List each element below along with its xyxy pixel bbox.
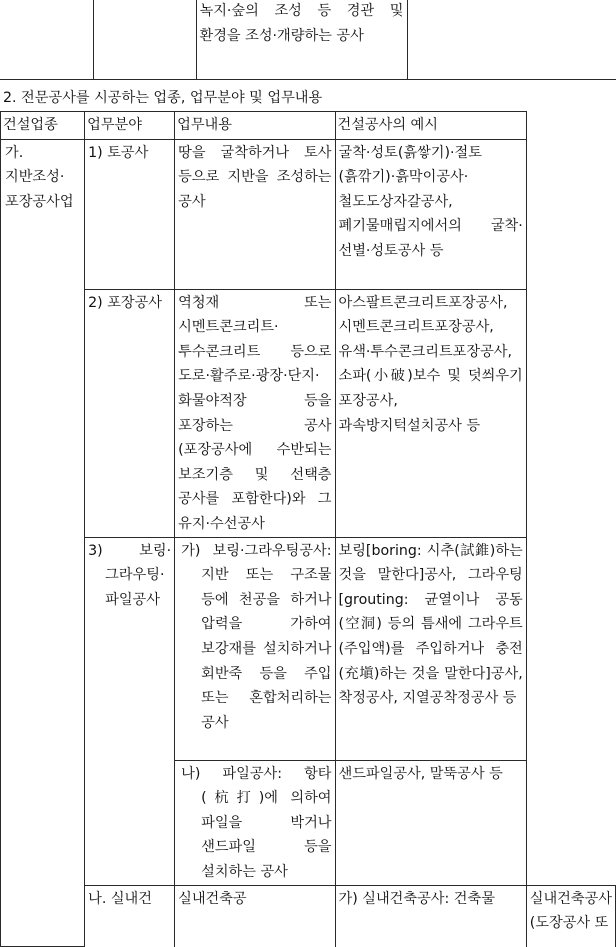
table-row (1, 537, 616, 760)
example-cell: 샌드파일공사, 말뚝공사 등 (335, 760, 526, 885)
content-cell: 땅을 굴착하거나 토사 등으로 지반을 조성하는 공사 (175, 139, 335, 289)
header-example: 건설공사의 예시 (335, 112, 526, 140)
industry-cell: 나. 실내건 (85, 885, 175, 947)
content-cell: 나) 파일공사: 항타(杭打)에 의하여 파일을 박거나 샌드파일 등을 설치하는 공사 (175, 760, 335, 885)
example-cell: 보링[boring: 시추(試錐)하는 것을 말한다]공사, 그라우팅[grouting: 균열이나 공동(空洞) 등의 틈새에 그라우트(주입액)를 주입하거나 충전(充塡)하는 것을 말한다]공사, 착정공사, 지열공착정공사 등 (335, 537, 526, 760)
example-cell: 굴착·성토(흙쌓기)·절토(흙깎기)·흙막이공사·철도도상자갈공사, 폐기물매립지에서의 굴착·선별·성토공사 등 (335, 139, 526, 289)
previous-table-fragment (0, 0, 616, 80)
field-cell: 2) 포장공사 (85, 289, 175, 537)
header-content: 업무내용 (175, 112, 335, 140)
field-cell: 3) 보링·그라우팅·파일공사 (85, 537, 175, 885)
header-industry: 건설업종 (1, 112, 85, 140)
example-cell: 실내건축공사(도장공사 또 (526, 885, 615, 947)
table-row (1, 885, 616, 947)
example-cell: 아스팔트콘크리트포장공사, 시멘트콘크리트포장공사, 유색·투수콘크리트포장공사, 소파(小破)보수 및 덧씌우기 포장공사, 과속방지턱설치공사 등 (335, 289, 526, 537)
content-cell: 가) 보링·그라우팅공사: 지반 또는 구조물 등에 천공을 하거나 압력을 가하여 보강재를 설치하거나 회반죽 등을 주입 또는 혼합처리하는 공사 (175, 537, 335, 760)
table-header-row (1, 112, 616, 140)
section-title: 2. 전문공사를 시공하는 업종, 업무분야 및 업무내용 (3, 90, 323, 106)
fragment-content-cell: 녹지·숲의 조성 등 경관 및 환경을 조성·개량하는 공사 (196, 0, 407, 80)
table-row (1, 139, 616, 289)
fragment-example-cell (407, 0, 616, 80)
field-cell: 실내건축공 (175, 885, 335, 947)
content-cell: 가) 실내건축공사: 건축물 (335, 885, 526, 947)
fragment-industry-cell (0, 0, 93, 80)
header-field: 업무분야 (85, 112, 175, 140)
content-cell: 역청재 또는 시멘트콘크리트·투수콘크리트 등으로 도로·활주로·광장·단지·화물야적장 등을 포장하는 공사(포장공사에 수반되는 보조기층 및 선택층 공사를 포함한다)와 그 유지·수선공사 (175, 289, 335, 537)
fragment-field-cell (93, 0, 196, 80)
field-cell: 1) 토공사 (85, 139, 175, 289)
table-row (1, 289, 616, 537)
industry-cell: 가. 지반조성·포장공사업 (1, 139, 85, 946)
business-table (0, 111, 616, 947)
